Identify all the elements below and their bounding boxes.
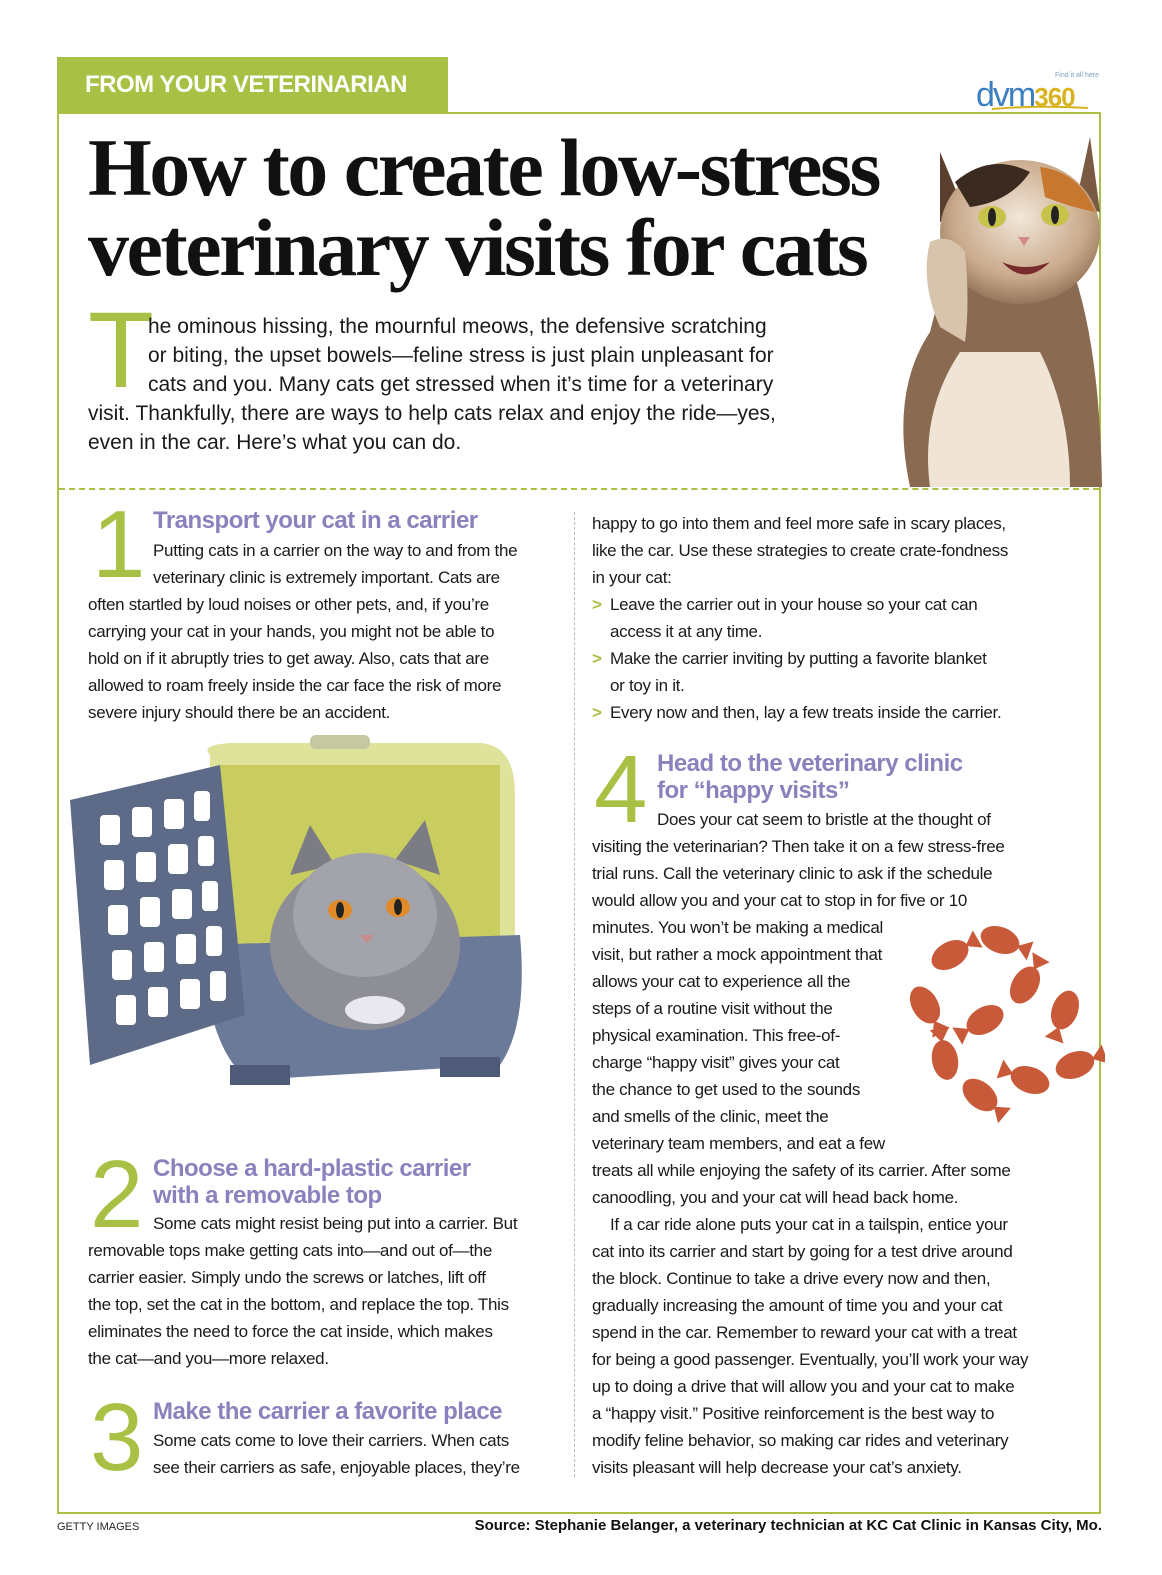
body-line: would allow you and your cat to stop in for five or 10 bbox=[592, 891, 968, 910]
body-line: veterinary team members, and eat a few bbox=[592, 1134, 885, 1153]
body-line: often startled by loud noises or other pets, and, if you’re bbox=[88, 595, 489, 614]
body-line: like the car. Use these strategies to create crate-fondness bbox=[592, 541, 1009, 560]
body-line: hold on if it abruptly tries to get away. Also, cats that are bbox=[88, 649, 489, 668]
title-line: veterinary visits for cats bbox=[88, 202, 867, 293]
body-line: Putting cats in a carrier on the way to and from the bbox=[153, 541, 518, 560]
dvm360-logo[interactable] bbox=[976, 62, 1101, 112]
section-heading bbox=[657, 750, 963, 804]
section-2-body bbox=[88, 1210, 568, 1372]
body-line: allows your cat to experience all the bbox=[592, 972, 851, 991]
logo-wordmark: dvm360 bbox=[976, 76, 1075, 114]
body-line: up to doing a drive that will allow you and your cat to make bbox=[592, 1377, 1015, 1396]
bullet-arrow-icon: > bbox=[592, 595, 602, 614]
body-line: allowed to roam freely inside the car face the risk of more bbox=[88, 676, 502, 695]
bullet-arrow-icon: > bbox=[592, 703, 602, 722]
intro-line: even in the car. Here’s what you can do. bbox=[88, 431, 462, 454]
heading-line: Choose a hard-plastic carrier bbox=[153, 1155, 471, 1182]
bullet-arrow-icon: > bbox=[592, 649, 602, 668]
section-number: 2 bbox=[90, 1141, 144, 1248]
body-line: happy to go into them and feel more safe in scary places, bbox=[592, 514, 1006, 533]
body-line: treats all while enjoying the safety of its carrier. After some bbox=[592, 1161, 1011, 1180]
section-number: 4 bbox=[594, 736, 648, 843]
logo-tagline: Find it all here bbox=[1055, 72, 1099, 79]
page-title bbox=[88, 122, 948, 293]
body-line: veterinary clinic is extremely important. Cats are bbox=[153, 568, 500, 587]
body-line: canoodling, you and your cat will head back home. bbox=[592, 1188, 959, 1207]
intro-line: or biting, the upset bowels—feline stress is just plain unpleasant for bbox=[148, 344, 774, 367]
heading-line: for “happy visits” bbox=[657, 777, 850, 804]
body-line: Does your cat seem to bristle at the thought of bbox=[657, 810, 991, 829]
heading-line: with a removable top bbox=[153, 1182, 382, 1209]
body-line: severe injury should there be an accident. bbox=[88, 703, 391, 722]
body-line: cat into its carrier and start by going for a test drive around bbox=[592, 1242, 1013, 1261]
bullet-item: > Make the carrier inviting by putting a favorite blanket bbox=[592, 645, 1072, 672]
body-line: eliminates the need to force the cat inside, which makes bbox=[88, 1322, 493, 1341]
intro-line: visit. Thankfully, there are ways to help cats relax and enjoy the ride—yes, bbox=[88, 402, 776, 425]
body-line: trial runs. Call the veterinary clinic to ask if the schedule bbox=[592, 864, 993, 883]
bullet-item: > Leave the carrier out in your house so your cat can bbox=[592, 591, 1072, 618]
photo-credit: GETTY IMAGES bbox=[57, 1521, 140, 1533]
intro-paragraph bbox=[88, 312, 848, 457]
section-heading bbox=[153, 1155, 471, 1209]
fish-treats-photo bbox=[905, 920, 1105, 1150]
logo-swoosh-icon bbox=[990, 105, 1090, 111]
calico-cat-photo bbox=[870, 112, 1102, 487]
body-line: Some cats come to love their carriers. When cats bbox=[153, 1431, 509, 1450]
section-divider bbox=[59, 488, 1099, 490]
column-divider bbox=[574, 512, 575, 1477]
section-3-body bbox=[153, 1427, 573, 1481]
body-line: minutes. You won’t be making a medical bbox=[592, 918, 883, 937]
section-number: 3 bbox=[90, 1384, 144, 1491]
body-line: a “happy visit.” Positive reinforcement is the best way to bbox=[592, 1404, 995, 1423]
body-line: the top, set the cat in the bottom, and replace the top. This bbox=[88, 1295, 509, 1314]
body-line: the cat—and you—more relaxed. bbox=[88, 1349, 329, 1368]
section-3-continued bbox=[592, 510, 1072, 726]
intro-dropcap: T bbox=[88, 289, 154, 410]
body-line: see their carriers as safe, enjoyable places, they’re bbox=[153, 1458, 520, 1477]
cat-in-carrier-photo bbox=[60, 735, 530, 1100]
body-line: visits pleasant will help decrease your cat’s anxiety. bbox=[592, 1458, 962, 1477]
title-line: How to create low-stress bbox=[88, 122, 879, 213]
body-line: visiting the veterinarian? Then take it on a few stress-free bbox=[592, 837, 1005, 856]
body-line: carrier easier. Simply undo the screws or latches, lift off bbox=[88, 1268, 486, 1287]
section-heading: Transport your cat in a carrier bbox=[153, 507, 478, 534]
body-line: removable tops make getting cats into—and out of—the bbox=[88, 1241, 492, 1260]
intro-line: cats and you. Many cats get stressed when it’s time for a veterinary bbox=[148, 373, 774, 396]
source-line: Source: Stephanie Belanger, a veterinary technician at KC Cat Clinic in Kansas City, Mo. bbox=[474, 1517, 1102, 1534]
body-line: the block. Continue to take a drive every now and then, bbox=[592, 1269, 991, 1288]
body-line: spend in the car. Remember to reward your cat with a treat bbox=[592, 1323, 1017, 1342]
body-line: steps of a routine visit without the bbox=[592, 999, 833, 1018]
section-1-body bbox=[88, 537, 568, 726]
body-line: in your cat: bbox=[592, 568, 672, 587]
body-line: carrying your cat in your hands, you might not be able to bbox=[88, 622, 495, 641]
body-line: gradually increasing the amount of time you and your cat bbox=[592, 1296, 1003, 1315]
heading-line: Head to the veterinary clinic bbox=[657, 750, 963, 777]
intro-line: he ominous hissing, the mournful meows, the defensive scratching bbox=[148, 315, 767, 338]
body-line: the chance to get used to the sounds bbox=[592, 1080, 861, 1099]
bullet-item-cont: access it at any time. bbox=[610, 622, 763, 641]
body-line: If a car ride alone puts your cat in a tailspin, entice your bbox=[610, 1215, 1008, 1234]
section-heading: Make the carrier a favorite place bbox=[153, 1398, 503, 1425]
section-number: 1 bbox=[92, 491, 146, 598]
body-line: and smells of the clinic, meet the bbox=[592, 1107, 829, 1126]
section-banner: FROM YOUR VETERINARIAN bbox=[57, 57, 448, 112]
bullet-item-cont: or toy in it. bbox=[610, 676, 685, 695]
body-line: physical examination. This free-of- bbox=[592, 1026, 841, 1045]
body-line: for being a good passenger. Eventually, you’ll work your way bbox=[592, 1350, 1029, 1369]
bullet-item: > Every now and then, lay a few treats inside the carrier. bbox=[592, 699, 1072, 726]
body-line: charge “happy visit” gives your cat bbox=[592, 1053, 840, 1072]
body-line: modify feline behavior, so making car rides and veterinary bbox=[592, 1431, 1009, 1450]
body-line: Some cats might resist being put into a carrier. But bbox=[153, 1214, 518, 1233]
body-line: visit, but rather a mock appointment that bbox=[592, 945, 883, 964]
